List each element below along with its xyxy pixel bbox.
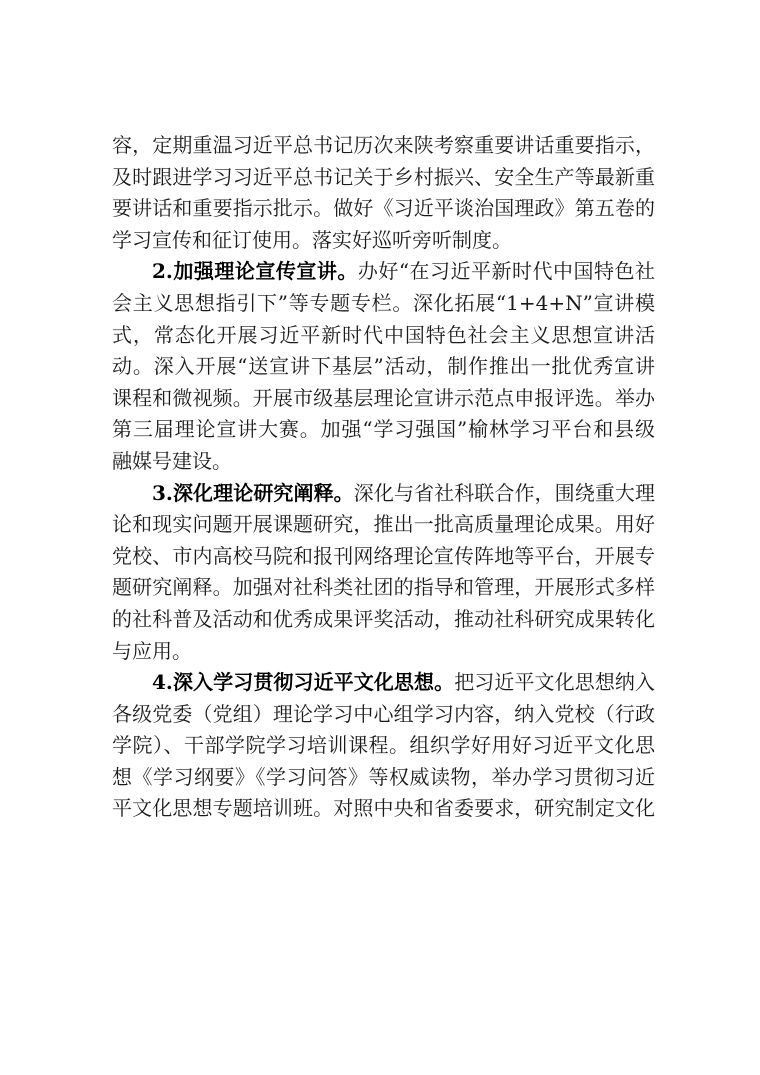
body-line: 的社科普及活动和优秀成果评奖活动，推动社科研究成果转化 [112, 606, 655, 631]
body-line: 要讲话和重要指示批示。做好《习近平谈治国理政》第五卷的 [112, 196, 655, 221]
body-line: 党校、市内高校马院和报刊网络理论宣传阵地等平台，开展专 [112, 543, 655, 568]
section-2-heading: 2.加强理论宣传宣讲。 [152, 259, 358, 284]
body-line: 及时跟进学习习近平总书记关于乡村振兴、安全生产等最新重 [112, 164, 655, 189]
section-3-heading: 3.深化理论研究阐释。 [152, 480, 354, 505]
body-text: 办好“在习近平新时代中国特色社 [357, 259, 655, 284]
body-text: 把习近平文化思想纳入 [454, 670, 655, 695]
body-line: 论和现实问题开展课题研究，推出一批高质量理论成果。用好 [112, 512, 655, 537]
section-3-first-line [112, 478, 655, 510]
body-line: 会主义思想指引下”等专题专栏。深化拓展“1+4+N”宣讲模 [112, 290, 655, 315]
body-line: 平文化思想专题培训班。对照中央和省委要求，研究制定文化 [112, 796, 655, 821]
section-4-heading: 4.深入学习贯彻习近平文化思想。 [152, 670, 455, 695]
body-line: 题研究阐释。加强对社科类社团的指导和管理，开展形式多样 [112, 575, 655, 600]
body-line: 各级党委（党组）理论学习中心组学习内容，纳入党校（行政 [112, 701, 655, 726]
document-body [112, 130, 655, 825]
body-line: 课程和微视频。开展市级基层理论宣讲示范点申报评选。举办 [112, 385, 655, 410]
section-2-first-line [112, 256, 655, 288]
body-line: 容，定期重温习近平总书记历次来陕考察重要讲话重要指示， [112, 133, 655, 157]
body-line: 融媒号建设。 [112, 448, 232, 473]
section-4-first-line [112, 667, 655, 699]
body-line: 第三届理论宣讲大赛。加强“学习强国”榆林学习平台和县级 [112, 417, 655, 442]
body-line: 动。深入开展“送宣讲下基层”活动，制作推出一批优秀宣讲 [112, 354, 655, 379]
body-line: 式，常态化开展习近平新时代中国特色社会主义思想宣讲活 [112, 322, 655, 347]
body-line: 学院）、干部学院学习培训课程。组织学好用好习近平文化思 [112, 733, 655, 758]
body-line: 想《学习纲要》《学习问答》等权威读物，举办学习贯彻习近 [112, 764, 655, 789]
body-line: 与应用。 [112, 638, 192, 663]
body-text: 深化与省社科联合作，围绕重大理 [353, 480, 655, 505]
body-line: 学习宣传和征订使用。落实好巡听旁听制度。 [112, 227, 512, 252]
